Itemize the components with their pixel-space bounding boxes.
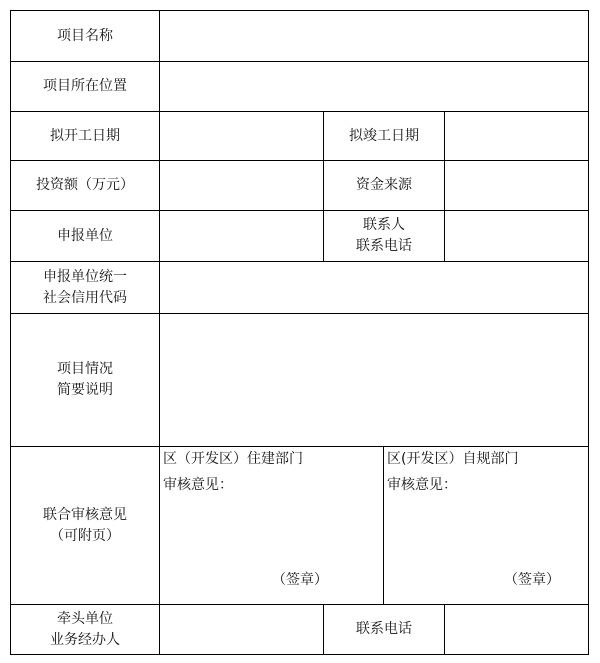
housing-dept-title: 区（开发区）住建部门 (163, 451, 303, 467)
contact-person-label: 联系人 (363, 217, 405, 233)
project-name-field[interactable] (160, 11, 588, 61)
lead-phone-field[interactable] (445, 605, 588, 654)
investment-label: 投资额（万元） (36, 177, 134, 193)
planning-dept-title: 区(开发区）自规部门 (387, 451, 519, 467)
housing-dept-seal: （签章） (272, 572, 328, 588)
table-rule (588, 10, 589, 655)
joint-review-label: 联合审核意见 （可附页） (43, 506, 127, 544)
applicant-unit-field[interactable] (160, 211, 323, 261)
planned-finish-label: 拟竣工日期 (349, 127, 419, 144)
fund-source-label: 资金来源 (356, 177, 412, 193)
table-rule (10, 654, 589, 655)
planning-dept-opinion-label: 审核意见： (387, 477, 457, 493)
planned-start-label: 拟开工日期 (50, 127, 120, 144)
credit-code-label: 申报单位统一 社会信用代码 (43, 268, 127, 306)
investment-field[interactable] (160, 161, 323, 210)
project-location-field[interactable] (160, 62, 588, 111)
contact-phone-label: 联系电话 (356, 238, 412, 254)
project-name-label: 项目名称 (57, 27, 113, 44)
lead-unit-field[interactable] (160, 605, 323, 654)
fund-source-field[interactable] (445, 161, 588, 210)
lead-unit-label: 牵头单位 业务经办人 (50, 610, 120, 648)
lead-phone-label: 联系电话 (356, 621, 412, 637)
planned-start-field[interactable] (160, 112, 323, 160)
contact-field[interactable] (445, 211, 588, 261)
contact-label (324, 211, 444, 261)
applicant-unit-label: 申报单位 (57, 227, 113, 244)
housing-dept-opinion-label: 审核意见： (163, 477, 233, 493)
planning-dept-seal: （签章） (504, 572, 560, 588)
credit-code-field[interactable] (160, 262, 588, 313)
description-label: 项目情况 简要说明 (57, 361, 113, 398)
description-field[interactable] (160, 314, 588, 446)
project-application-form (10, 10, 589, 655)
planned-finish-field[interactable] (445, 112, 588, 160)
project-location-label: 项目所在位置 (43, 78, 127, 94)
